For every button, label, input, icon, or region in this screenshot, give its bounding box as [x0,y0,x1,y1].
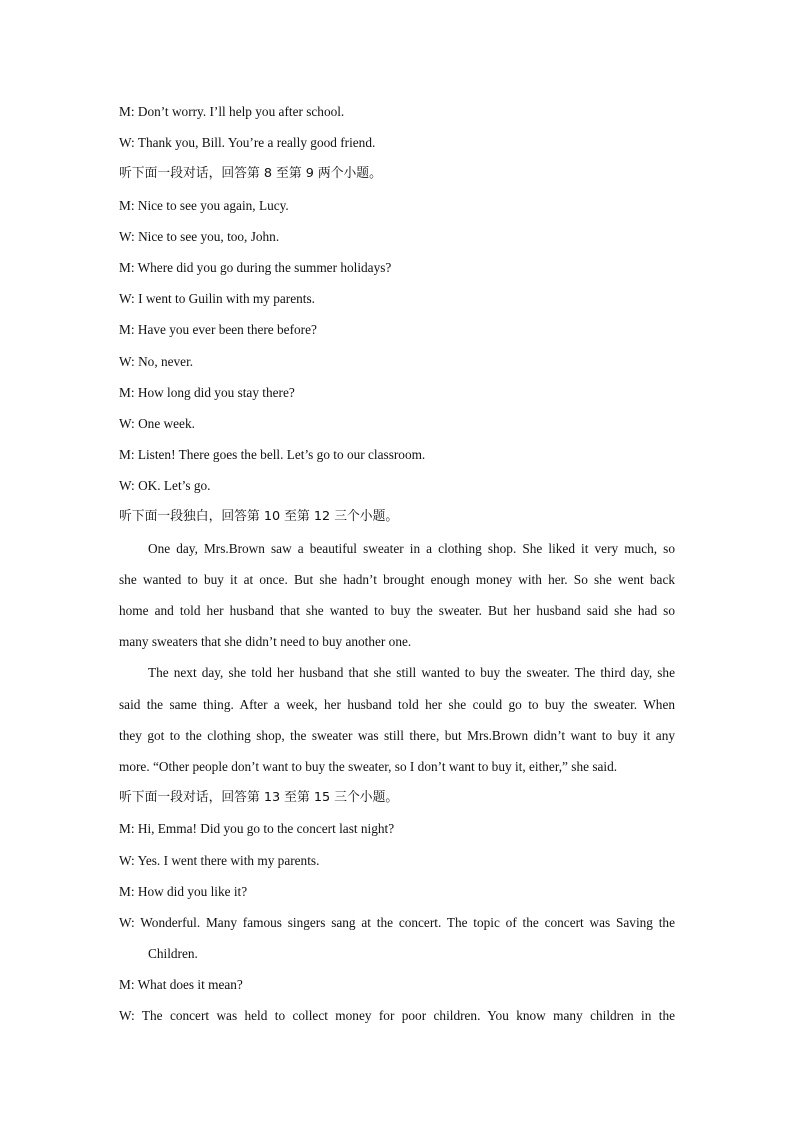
dialogue-line: M: What does it mean? [119,977,243,993]
dialogue-line: M: Listen! There goes the bell. Let’s go to our classroom. [119,447,426,463]
monologue-line: said the same thing. After a week, her husband told her she could go to buy the sweater. When [119,696,675,712]
dialogue-line-continuation: Children. [148,946,198,962]
dialogue-line: W: Nice to see you, too, John. [119,228,280,244]
dialogue-line: W: Yes. I went there with my parents. [119,852,320,868]
section-heading: 听下面一段对话，回答第 13 至第 15 三个小题。 [119,790,399,806]
document-page [119,100,675,1036]
monologue-line: The next day, she told her husband that she still wanted to buy the sweater. The third day, she [148,665,675,681]
dialogue-line: M: How did you like it? [119,883,248,899]
dialogue-line: W: Wonderful. Many famous singers sang at the concert. The topic of the concert was Saving the [119,914,675,930]
dialogue-line: W: The concert was held to collect money for poor children. You know many children in the [119,1008,675,1024]
dialogue-line: M: Hi, Emma! Did you go to the concert last night? [119,821,395,837]
dialogue-line: W: OK. Let’s go. [119,478,211,494]
monologue-line: many sweaters that she didn’t need to buy another one. [119,634,412,650]
monologue-line: home and told her husband that she wanted to buy the sweater. But her husband said she had so [119,603,675,618]
dialogue-line: M: Have you ever been there before? [119,322,317,338]
dialogue-line: W: Thank you, Bill. You’re a really good friend. [119,135,376,151]
monologue-line: they got to the clothing shop, the sweater was still there, but Mrs.Brown didn’t want to buy it any [119,727,675,743]
dialogue-line: W: I went to Guilin with my parents. [119,291,315,307]
dialogue-line: M: Where did you go during the summer holidays? [119,259,392,275]
monologue-line: One day, Mrs.Brown saw a beautiful sweater in a clothing shop. She liked it very much, so [148,540,675,556]
dialogue-line: W: No, never. [119,353,194,369]
monologue-line: she wanted to buy it at once. But she hadn’t brought enough money with her. So she went back [119,571,675,587]
dialogue-line: W: One week. [119,415,195,431]
dialogue-line: M: Don’t worry. I’ll help you after school. [119,104,345,119]
monologue-line: more. “Other people don’t want to buy the sweater, so I don’t want to buy it, either,” she said. [119,758,618,774]
dialogue-line: M: Nice to see you again, Lucy. [119,197,289,213]
section-heading: 听下面一段对话，回答第 8 至第 9 两个小题。 [119,166,382,182]
section-heading: 听下面一段独白，回答第 10 至第 12 三个小题。 [119,509,399,525]
dialogue-line: M: How long did you stay there? [119,384,295,400]
